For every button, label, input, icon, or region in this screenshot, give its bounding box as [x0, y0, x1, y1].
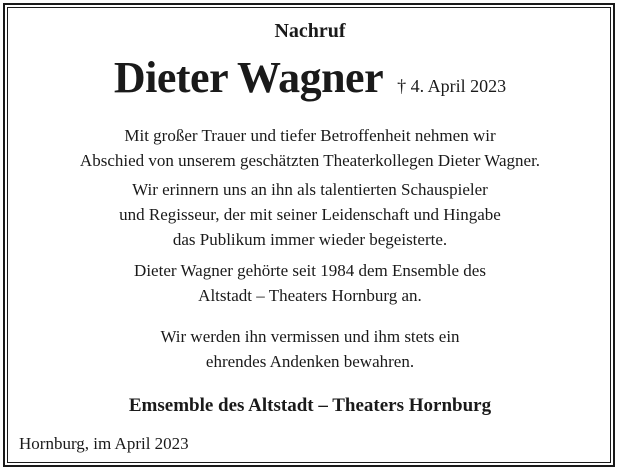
- death-date: † 4. April 2023: [397, 76, 507, 96]
- paragraph-condolence: [0, 123, 620, 173]
- paragraph-line: das Publikum immer wieder begeisterte.: [172, 230, 448, 249]
- paragraph-line: Wir werden ihn vermissen und ihm stets ein: [160, 327, 460, 346]
- signature: Emsemble des Altstadt – Theaters Hornburg: [128, 395, 492, 416]
- paragraph-ensemble: [0, 258, 620, 308]
- paragraph-line: Dieter Wagner gehörte seit 1984 dem Ensemble des: [134, 261, 486, 280]
- paragraph-line: und Regisseur, der mit seiner Leidenschaft und Hingabe: [119, 205, 501, 224]
- notice-heading: Nachruf: [274, 20, 346, 42]
- place-date: Hornburg, im April 2023: [19, 434, 189, 453]
- name-row: [0, 52, 620, 103]
- paragraph-line: Altstadt – Theaters Hornburg an.: [198, 286, 422, 305]
- paragraph-line: Abschied von unserem geschätzten Theaterkollegen Dieter Wagner.: [79, 151, 541, 170]
- paragraph-line: Mit großer Trauer und tiefer Betroffenheit nehmen wir: [124, 126, 496, 145]
- paragraph-remembrance: [0, 177, 620, 252]
- paragraph-line: Wir erinnern uns an ihn als talentierten Schauspieler: [132, 180, 488, 199]
- deceased-name: Dieter Wagner: [113, 53, 384, 102]
- paragraph-farewell: [0, 324, 620, 374]
- paragraph-line: ehrendes Andenken bewahren.: [205, 352, 415, 371]
